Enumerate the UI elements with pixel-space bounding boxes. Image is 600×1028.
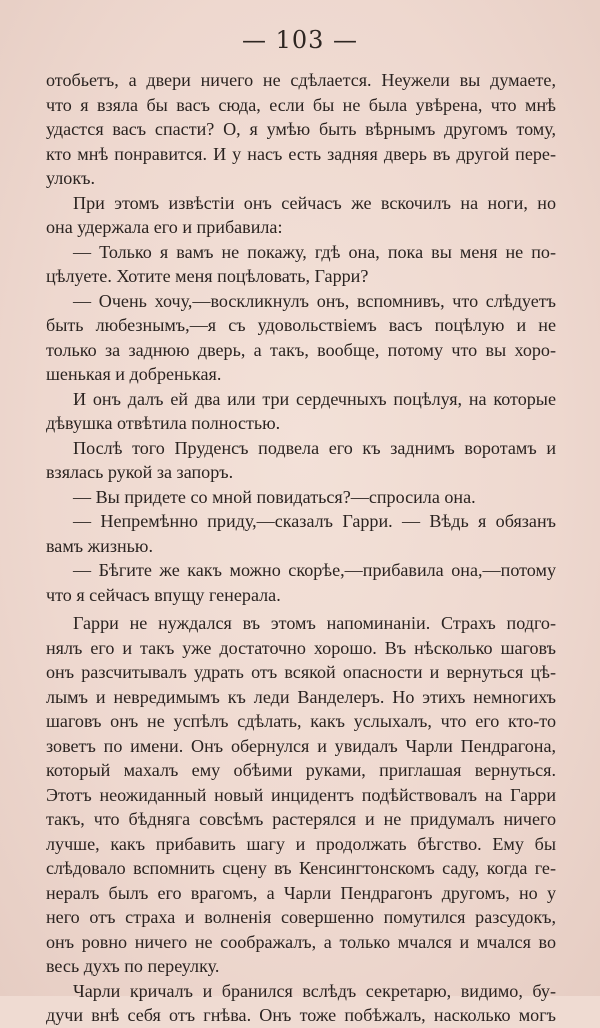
text-line: быть любезнымъ,—я съ удовольствіемъ васъ поцѣлую и не xyxy=(46,315,556,335)
text-line: — Бѣгите же какъ можно скорѣе,—прибавила она,—потому xyxy=(73,560,556,580)
text-line: вамъ жизнью. xyxy=(46,535,153,556)
text-line: нялъ его и такъ уже достаточно хорошо. Въ нѣсколько шаговъ xyxy=(46,637,556,658)
text-line: удастся васъ спасти? О, я умѣю быть вѣрнымъ другомъ тому, xyxy=(46,119,556,139)
text-line: шаговъ онъ не успѣлъ сдѣлать, какъ услыхалъ, что его кто-то xyxy=(46,711,556,731)
page-number: — 103 — xyxy=(241,26,359,54)
text-line: онъ ровно ничего не соображалъ, а только мчался и мчался во xyxy=(46,931,556,952)
text-line: дѣвушка отвѣтила полностью. xyxy=(46,413,281,433)
body-text xyxy=(46,68,556,1028)
text-line: Послѣ того Пруденсъ подвела его къ заднимъ воротамъ и xyxy=(73,437,556,458)
text-line: зоветъ по имени. Онъ обернулся и увидалъ Чарли Пендрагона, xyxy=(46,735,556,756)
text-line: слѣдовало вспомнить сцену въ Кенсингтонскомъ саду, когда ге- xyxy=(46,858,556,878)
text-line: взялась рукой за запоръ. xyxy=(46,462,234,482)
text-line: — Очень хочу,—воскликнулъ онъ, вспомнивъ, что слѣдуетъ xyxy=(73,290,556,311)
text-line: такъ, что бѣдняга совсѣмъ растерялся и не придумалъ ничего xyxy=(46,809,556,829)
text-line: При этомъ извѣстіи онъ сейчасъ же вскочилъ на ноги, но xyxy=(73,192,556,213)
text-line: нералъ былъ его врагомъ, а Чарли Пендрагонъ другомъ, но у xyxy=(46,882,556,903)
text-line: Гарри не нуждался въ этомъ напоминаніи. Страхъ подго- xyxy=(73,613,556,633)
text-line: что я взяла бы васъ сюда, если бы не была увѣрена, что мнѣ xyxy=(46,94,556,115)
text-line: — Вы придете со мной повидаться?—спросила она. xyxy=(73,486,476,507)
text-line: что я сейчасъ впущу генерала. xyxy=(46,584,281,605)
text-line: только за заднюю дверь, а такъ, вообще, потому что вы хоро- xyxy=(46,339,556,360)
text-line: лучше, какъ прибавить шагу и продолжать бѣгство. Ему бы xyxy=(46,833,556,854)
text-line: она удержала его и прибавила: xyxy=(46,217,283,237)
text-line: отобьетъ, а двери ничего не сдѣлается. Неужели вы думаете, xyxy=(46,70,556,90)
text-line: который махалъ ему обѣими руками, приглашая вернуться. xyxy=(46,760,556,780)
text-line: Этотъ неожиданный новый инцидентъ подѣйствовалъ на Гарри xyxy=(46,784,556,805)
text-line: цѣлуете. Хотите меня поцѣловать, Гарри? xyxy=(46,266,369,286)
text-line: кто мнѣ понравится. И у насъ есть задняя дверь въ другой пере- xyxy=(46,143,556,164)
text-line: весь духъ по переулку. xyxy=(46,956,220,976)
text-line: И онъ далъ ей два или три сердечныхъ поцѣлуя, на которые xyxy=(73,388,556,409)
text-line: шенькая и добренькая. xyxy=(46,364,222,384)
text-line: онъ разсчитывалъ удрать отъ всякой опасности и вернуться цѣ- xyxy=(46,662,556,682)
text-line: лымъ и невредимымъ къ леди Ванделеръ. Но этихъ немногихъ xyxy=(46,686,556,707)
text-line: улокъ. xyxy=(46,168,95,188)
text-line: дучи внѣ себя отъ гнѣва. Онъ тоже побѣжалъ, насколько могъ xyxy=(46,1005,556,1025)
text-line: — Только я вамъ не покажу, гдѣ она, пока вы меня не по- xyxy=(73,241,556,262)
text-line: него отъ страха и волненія совершенно помутился разсудокъ, xyxy=(46,907,556,927)
text-line: — Непремѣнно приду,—сказалъ Гарри. — Вѣдь я обязанъ xyxy=(73,511,556,531)
text-line: Чарли кричалъ и бранился вслѣдъ секретарю, видимо, бу- xyxy=(73,980,556,1001)
